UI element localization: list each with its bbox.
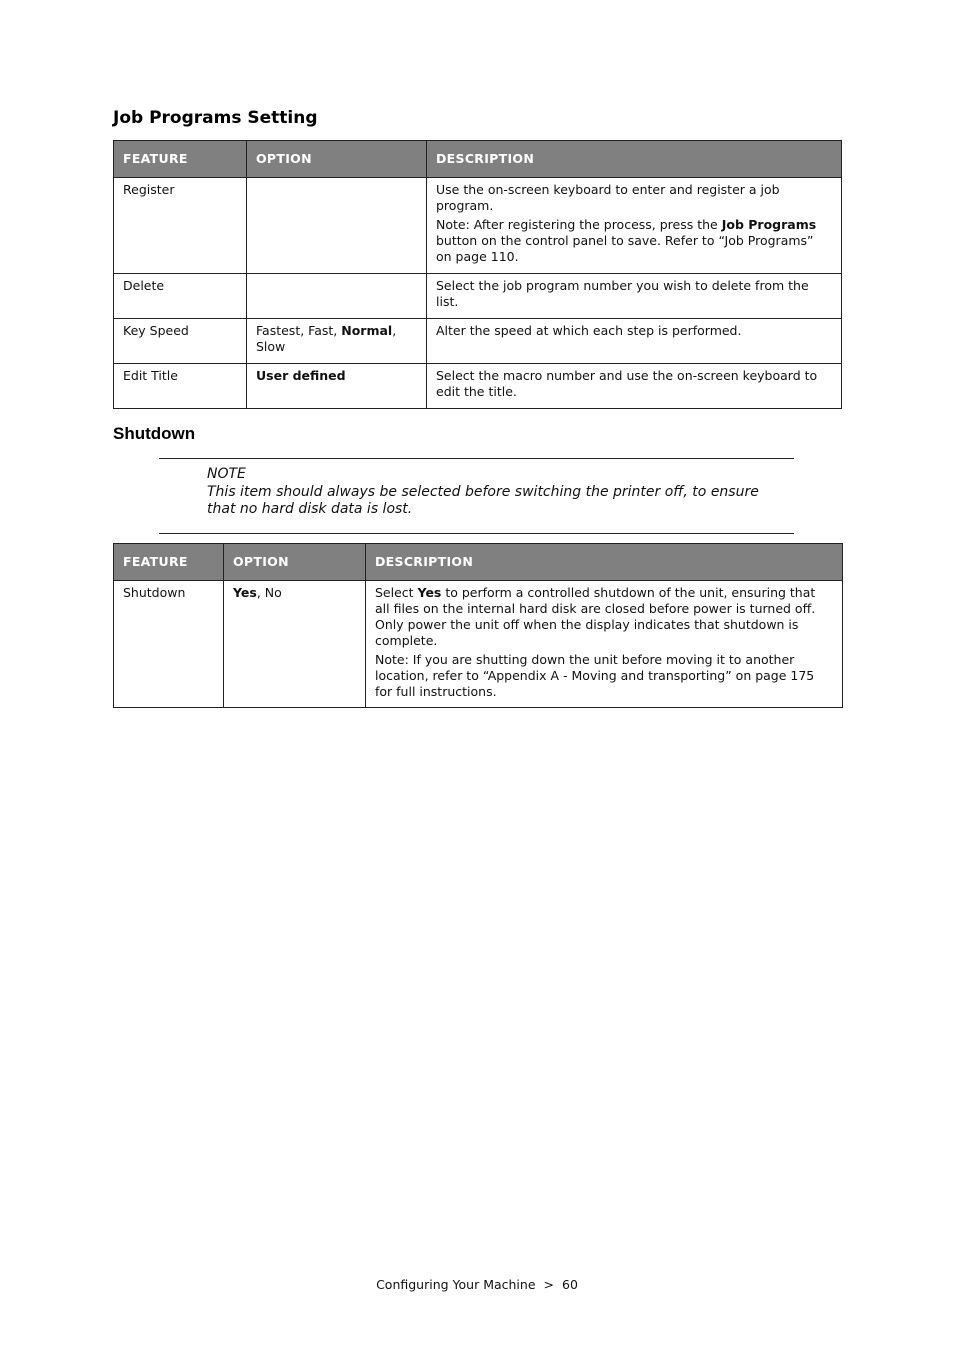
table-row [114, 274, 842, 319]
option-cell [247, 274, 427, 319]
feature-cell: Delete [114, 274, 247, 319]
option-cell: User defined [247, 364, 427, 409]
note-text: This item should always be selected before switching the printer off, to ensure that no hard disk data is lost. [207, 483, 759, 517]
table-header-row [114, 544, 843, 581]
table-row [114, 319, 842, 364]
column-header-feature: FEATURE [114, 544, 224, 581]
description-text: Select the macro number and use the on-screen keyboard to edit the title. [436, 368, 818, 399]
description-note: Note: If you are shutting down the unit before moving it to another location, refer to “Appendix A - Moving and transporting” on page 175 for full instructions. [375, 652, 815, 699]
description-cell [427, 274, 842, 319]
column-header-option: OPTION [247, 141, 427, 178]
column-header-description: DESCRIPTION [427, 141, 842, 178]
table-row [114, 581, 843, 708]
feature-cell: Register [114, 178, 247, 274]
table-row [114, 178, 842, 274]
description-text: Select Yes to perform a controlled shutdown of the unit, ensuring that all files on the internal hard disk are closed before power is turned off. Only power the unit off when the display indicates that shutdown is complete. [375, 585, 816, 648]
column-header-feature: FEATURE [114, 141, 247, 178]
footer-chapter: Configuring Your Machine [376, 1277, 536, 1292]
footer-page-number: 60 [562, 1277, 578, 1292]
column-header-description: DESCRIPTION [366, 544, 843, 581]
option-cell [247, 178, 427, 274]
note-box [207, 466, 787, 519]
page-footer [0, 1277, 954, 1292]
section-heading-job-programs: Job Programs Setting [113, 108, 318, 128]
footer-separator: > [543, 1277, 555, 1292]
shutdown-table [113, 543, 843, 708]
description-cell [427, 178, 842, 274]
description-cell [366, 581, 843, 708]
feature-cell: Edit Title [114, 364, 247, 409]
note-bottom-divider [159, 533, 794, 534]
description-text: Alter the speed at which each step is performed. [436, 323, 742, 338]
job-programs-table [113, 140, 842, 409]
description-text: Select the job program number you wish to delete from the list. [436, 278, 809, 309]
description-cell [427, 364, 842, 409]
section-heading-shutdown: Shutdown [113, 424, 196, 443]
feature-cell: Shutdown [114, 581, 224, 708]
description-note: Note: After registering the process, press the Job Programs button on the control panel to save. Refer to “Job Programs” on page 110. [436, 217, 817, 264]
description-cell [427, 319, 842, 364]
option-cell: Yes, No [224, 581, 366, 708]
column-header-option: OPTION [224, 544, 366, 581]
table-header-row [114, 141, 842, 178]
note-top-divider [159, 458, 794, 459]
note-label: NOTE [207, 466, 246, 482]
option-cell: Fastest, Fast, Normal, Slow [247, 319, 427, 364]
description-text: Use the on-screen keyboard to enter and register a job program. [436, 182, 780, 213]
table-row [114, 364, 842, 409]
feature-cell: Key Speed [114, 319, 247, 364]
